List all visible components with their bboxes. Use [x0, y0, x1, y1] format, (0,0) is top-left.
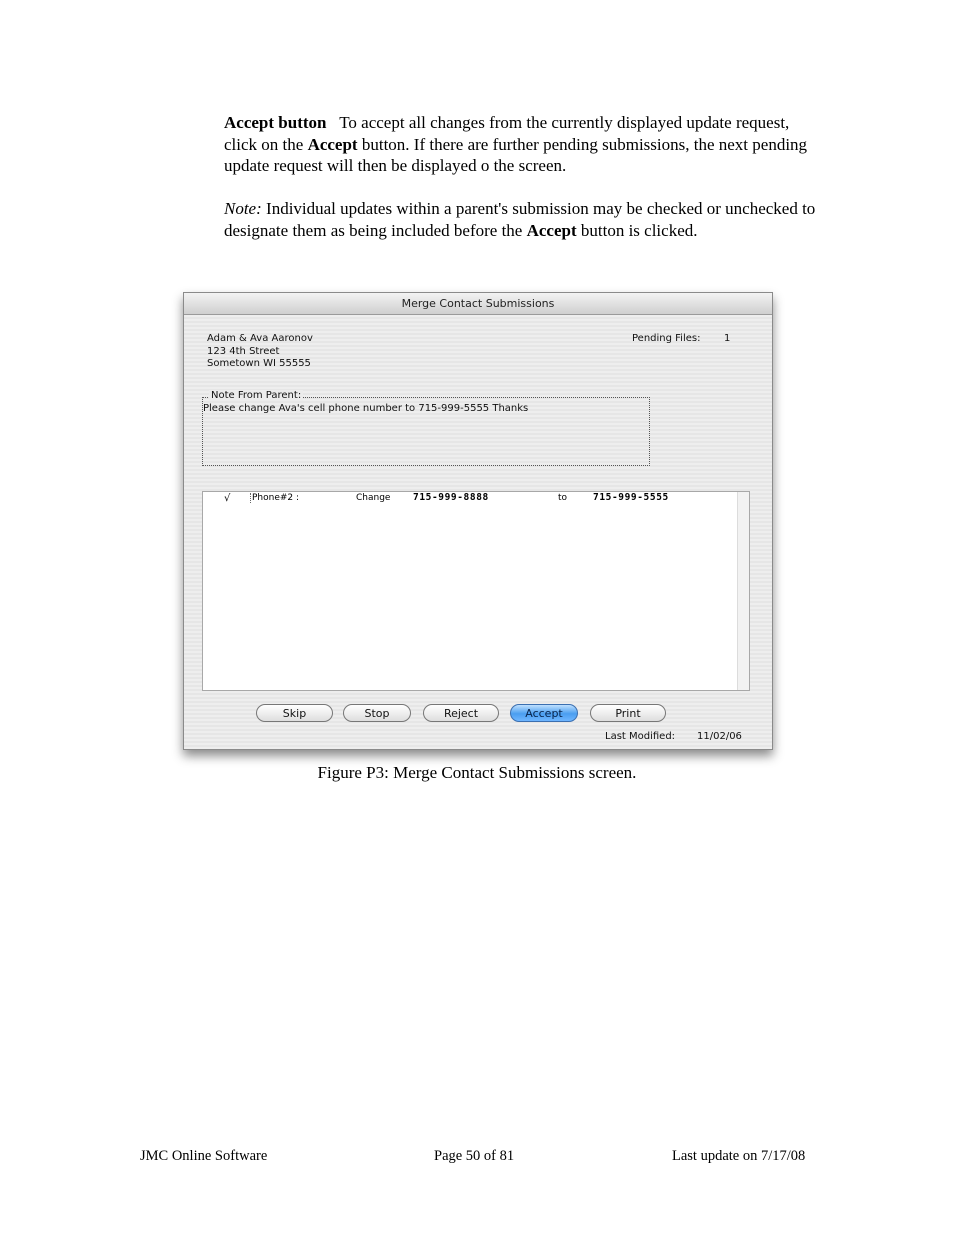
- changes-list[interactable]: [202, 491, 750, 691]
- accept-bold: Accept: [307, 134, 358, 154]
- parent-address: [207, 333, 313, 371]
- address-line-3: Sometown WI 55555: [207, 358, 311, 369]
- accept-paragraph: [224, 112, 824, 177]
- window-title: Merge Contact Submissions: [184, 293, 772, 315]
- merge-contact-window: [183, 292, 773, 750]
- note-paragraph: [224, 198, 824, 241]
- footer-last-update: Last update on 7/17/08: [672, 1148, 806, 1164]
- last-modified-label: Last Modified:: [605, 731, 676, 742]
- accept-button[interactable]: Accept: [510, 704, 578, 722]
- new-value: 715-999-5555: [593, 492, 669, 503]
- address-line-1: Adam & Ava Aaronov: [207, 333, 313, 344]
- figure-caption: Figure P3: Merge Contact Submissions screen.: [317, 763, 637, 782]
- last-modified-value: 11/02/06: [697, 731, 742, 742]
- note-bold: Accept: [526, 220, 577, 240]
- print-button[interactable]: Print: [590, 704, 666, 722]
- skip-button[interactable]: Skip: [256, 704, 333, 722]
- stop-button[interactable]: Stop: [343, 704, 411, 722]
- change-row[interactable]: [203, 492, 733, 506]
- note-text-1: Individual updates within a parent's submission may be checked or unchecked to designate them as being included before the: [224, 199, 816, 240]
- reject-button[interactable]: Reject: [423, 704, 499, 722]
- include-checkbox[interactable]: √: [224, 493, 231, 504]
- address-line-2: 123 4th Street: [207, 345, 280, 357]
- accept-text-2: button. If there are further pending submissions, the next pending update request will then be displayed o the screen.: [224, 134, 808, 175]
- footer-page-number: Page 50 of 81: [434, 1148, 515, 1164]
- change-field: Phone#2 :: [252, 493, 300, 503]
- list-scrollbar[interactable]: [737, 492, 749, 690]
- accept-term: Accept button: [224, 113, 327, 132]
- note-from-parent-label: Note From Parent:: [211, 390, 302, 401]
- pending-files-label: Pending Files:: [632, 333, 701, 344]
- accept-text-1: To accept all changes from the currently displayed update request, click on the: [224, 113, 790, 154]
- footer-left: JMC Online Software: [140, 1148, 268, 1164]
- pending-files-count: 1: [724, 333, 731, 344]
- note-label: Note:: [224, 199, 262, 218]
- note-from-parent-text: Please change Ava's cell phone number to 715-999-5555 Thanks: [203, 403, 529, 414]
- old-value: 715-999-8888: [413, 492, 489, 503]
- to-label: to: [558, 493, 568, 503]
- note-text-2: button is clicked.: [576, 220, 698, 240]
- change-action: Change: [356, 493, 391, 503]
